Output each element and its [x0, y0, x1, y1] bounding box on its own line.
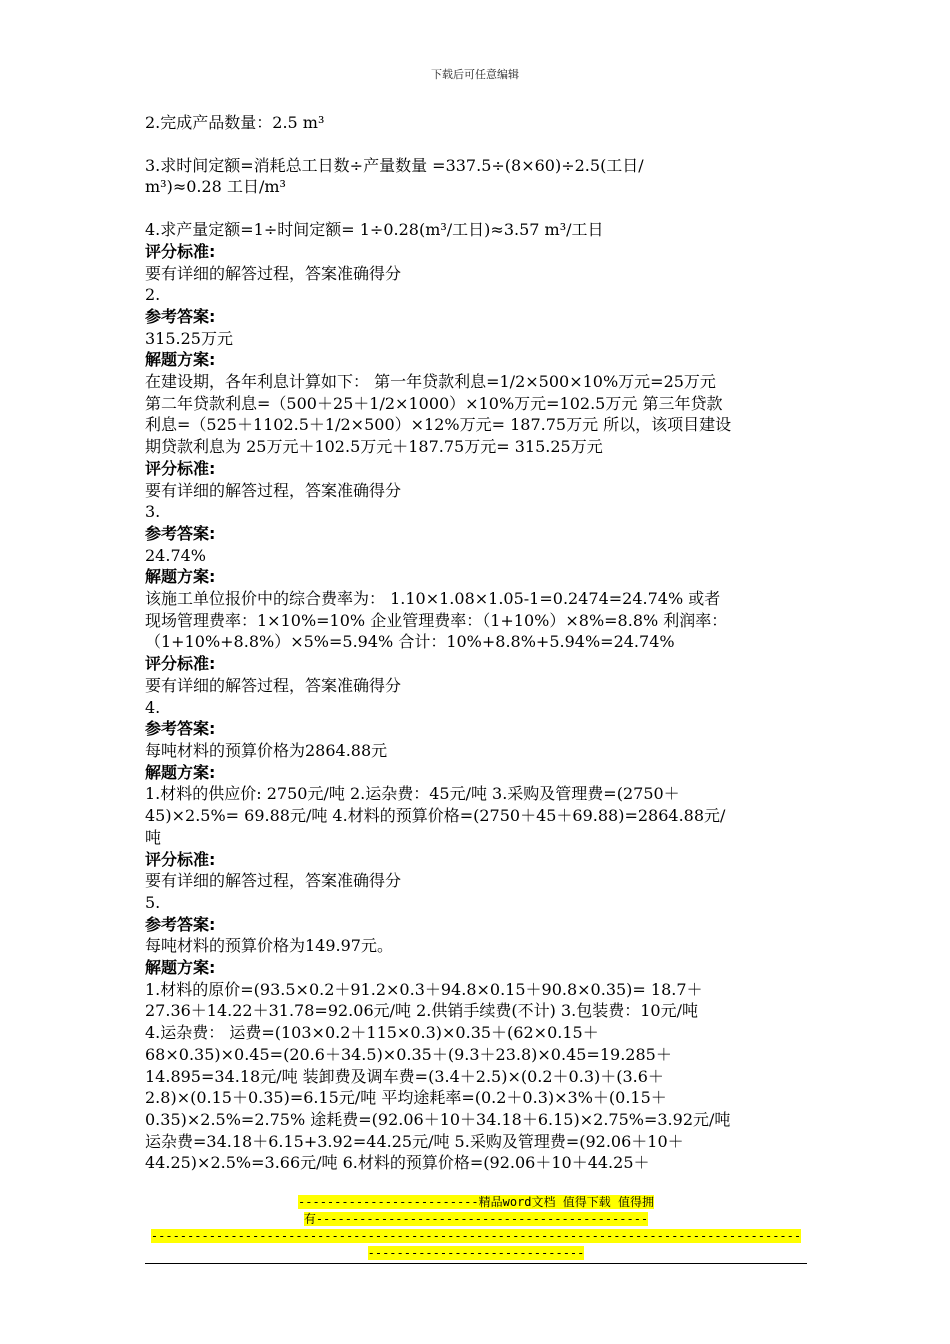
text-line: 第二年贷款利息=（500＋25＋1/2×1000）×10%万元=102.5万元 第三年贷款 — [145, 393, 723, 413]
section-heading: 解题方案: — [145, 350, 216, 370]
section-heading: 解题方案: — [145, 567, 216, 587]
text-line: 0.35)×2.5%=2.75% 途耗费=(92.06＋10＋34.18＋6.15)×2.75%=3.92元/吨 — [145, 1109, 731, 1129]
section-heading: 解题方案: — [145, 762, 216, 782]
text-line: 2. — [145, 285, 161, 305]
text-line: 2.8)×(0.15＋0.35)=6.15元/吨 平均途耗率=(0.2＋0.3)×3%＋(0.15＋ — [145, 1088, 667, 1108]
text-line: 期贷款利息为 25万元＋102.5万元＋187.75万元= 315.25万元 — [145, 437, 603, 457]
text-line: 要有详细的解答过程，答案准确得分 — [145, 871, 402, 891]
section-heading: 参考答案: — [145, 719, 216, 739]
text-line: 45)×2.5%= 69.88元/吨 4.材料的预算价格=(2750＋45＋69.88)=2864.88元/ — [145, 806, 726, 826]
text-line: 5. — [145, 892, 161, 912]
text-line: 该施工单位报价中的综合费率为： 1.10×1.08×1.05-1=0.2474=24.74% 或者 — [145, 589, 721, 609]
text-line: 14.895=34.18元/吨 装卸费及调车费=(3.4＋2.5)×(0.2＋0.3)＋(3.6＋ — [145, 1066, 664, 1086]
text-line: 利息=（525＋1102.5＋1/2×500）×12%万元= 187.75万元 所以，该项目建设 — [145, 415, 732, 435]
footer-line: 有---------------------------------------------- — [303, 1212, 649, 1226]
footer-line: ------------------------------ — [367, 1246, 585, 1260]
text-line: 315.25万元 — [145, 328, 233, 348]
section-heading: 评分标准: — [145, 241, 216, 261]
document-body — [145, 112, 810, 1174]
section-heading: 评分标准: — [145, 654, 216, 674]
text-line: 要有详细的解答过程，答案准确得分 — [145, 263, 402, 283]
text-line: 27.36＋14.22＋31.78=92.06元/吨 2.供销手续费(不计) 3.包装费：10元/吨 — [145, 1001, 698, 1021]
section-heading: 解题方案: — [145, 958, 216, 978]
text-line: 24.74% — [145, 545, 207, 565]
footer-rule — [145, 1263, 807, 1264]
text-line: 在建设期，各年利息计算如下： 第一年贷款利息=1/2×500×10%万元=25万元 — [145, 372, 716, 392]
text-line: 4.求产量定额=1÷时间定额= 1÷0.28(m³/工日)≈3.57 m³/工日 — [145, 220, 604, 240]
section-heading: 参考答案: — [145, 914, 216, 934]
text-line: 2.完成产品数量：2.5 m³ — [145, 113, 325, 132]
text-line: 现场管理费率：1×10%=10% 企业管理费率：（1+10%）×8%=8.8% 利润率： — [145, 610, 728, 630]
text-line: 1.材料的供应价: 2750元/吨 2.运杂费：45元/吨 3.采购及管理费=(2750＋ — [145, 784, 680, 804]
text-line: 68×0.35)×0.45=(20.6＋34.5)×0.35＋(9.3＋23.8)×0.45=19.285＋ — [145, 1044, 672, 1064]
text-line: 4.运杂费： 运费=(103×0.2＋115×0.3)×0.35＋(62×0.15＋ — [145, 1023, 599, 1043]
text-line: 3.求时间定额=消耗总工日数÷产量数量 =337.5÷(8×60)÷2.5(工日/ — [145, 155, 644, 175]
text-line: 要有详细的解答过程，答案准确得分 — [145, 675, 402, 695]
section-heading: 评分标准: — [145, 849, 216, 869]
text-line: 吨 — [145, 827, 162, 847]
text-line: 44.25)×2.5%=3.66元/吨 6.材料的预算价格=(92.06＋10＋44.25＋ — [145, 1153, 650, 1173]
text-line: 1.材料的原价=(93.5×0.2＋91.2×0.3＋94.8×0.15＋90.8×0.35)= 18.7＋ — [145, 979, 703, 999]
text-line: 每吨材料的预算价格为149.97元。 — [145, 936, 393, 956]
footer-line: -------------------------精品word文档 值得下载 值得拥 — [298, 1195, 654, 1209]
text-line: 3. — [145, 502, 161, 522]
section-heading: 评分标准: — [145, 458, 216, 478]
footer-line: ------------------------------------------------------------------------------------------ — [150, 1229, 802, 1243]
section-heading: 参考答案: — [145, 523, 216, 543]
text-line: 要有详细的解答过程，答案准确得分 — [145, 480, 402, 500]
text-line: 运杂费=34.18＋6.15+3.92=44.25元/吨 5.采购及管理费=(92.06＋10＋ — [145, 1131, 684, 1151]
page-header: 下载后可任意编辑 — [431, 68, 519, 81]
section-heading: 参考答案: — [145, 306, 216, 326]
text-line: m³)≈0.28 工日/m³ — [145, 177, 286, 197]
text-line: 4. — [145, 697, 161, 717]
text-line: （1+10%+8.8%）×5%=5.94% 合计：10%+8.8%+5.94%=24.74% — [145, 632, 675, 652]
text-line: 每吨材料的预算价格为2864.88元 — [145, 740, 388, 760]
page-footer — [145, 1194, 807, 1262]
